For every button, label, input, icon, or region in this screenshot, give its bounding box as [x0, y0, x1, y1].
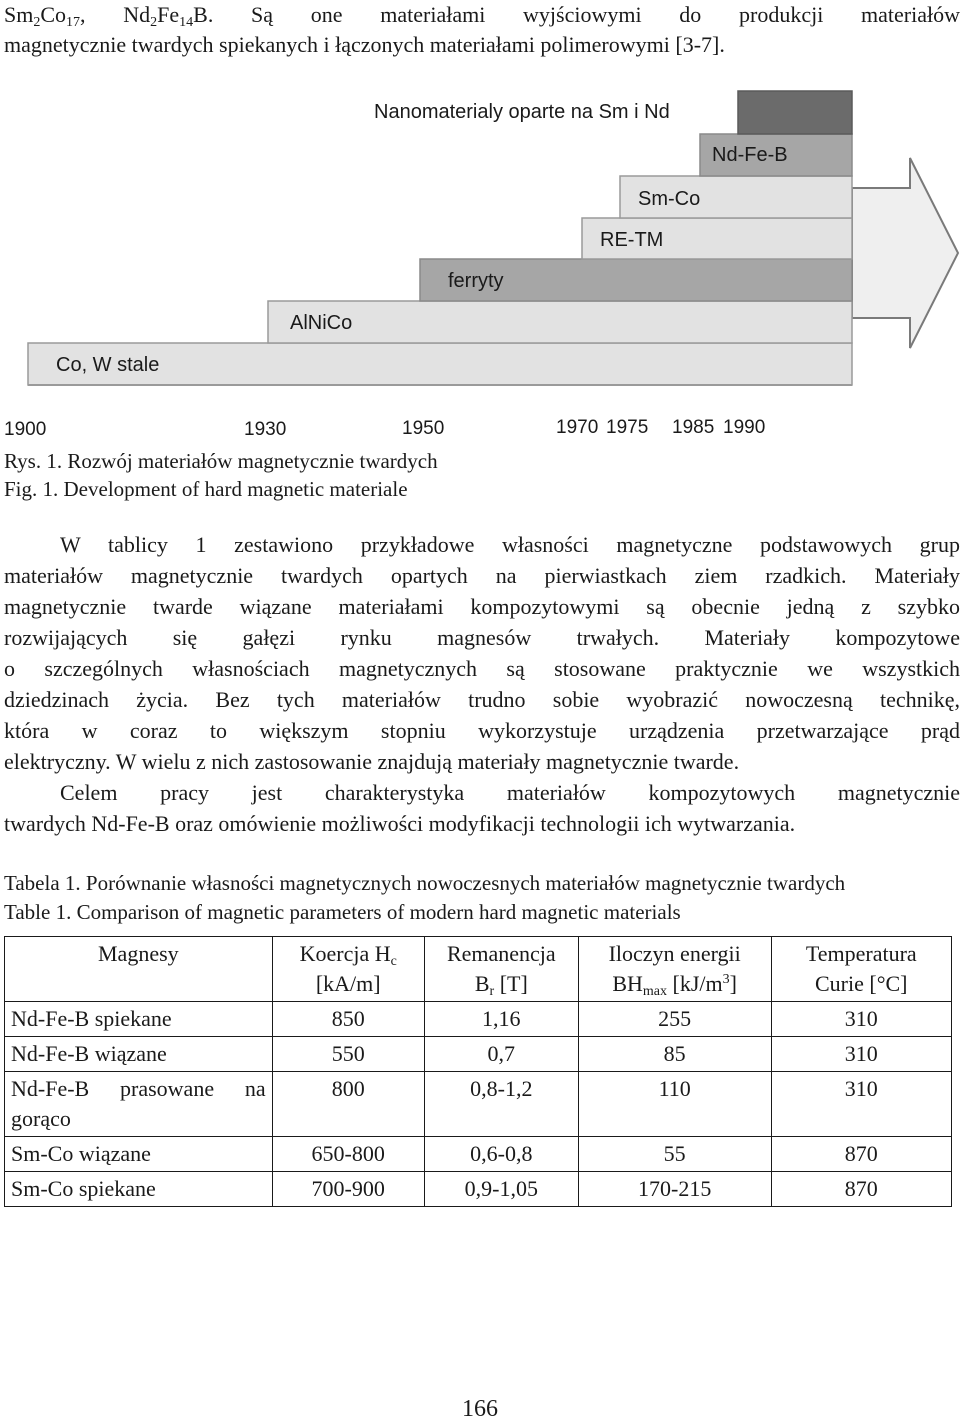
table-header-row [5, 937, 952, 1002]
cell-koercja: 550 [272, 1037, 424, 1072]
arrow-shape [852, 158, 958, 348]
step-label-5: Nd-Fe-B [712, 144, 788, 166]
cell-curie: 870 [771, 1137, 952, 1172]
cell-koercja: 800 [272, 1072, 424, 1137]
year-label-1930: 1930 [244, 419, 287, 440]
header-temperatura-curie: Temperatura Curie [°C] [771, 937, 952, 1002]
cell-name: Nd-Fe-B wiązane [5, 1037, 273, 1072]
cell-remanencja: 0,9-1,05 [424, 1172, 578, 1207]
intro-line-2: magnetycznie twardych spiekanych i łączonych materiałami polimerowymi [3-7]. [4, 32, 725, 57]
paragraph-1-line-3: magnetycznie twarde wiązane materiałami kompozytowymi są obecnie jedną z szybko [4, 594, 960, 619]
intro-line-1: $Sm_2Co_{17}$, $Nd_2Fe_{14}B$. Są one materiałami wyjściowymi do produkcji materiałów [4, 2, 960, 30]
step-label-1: AlNiCo [290, 312, 353, 334]
cell-koercja: 700-900 [272, 1172, 424, 1207]
cell-iloczyn: 110 [578, 1072, 771, 1137]
cell-koercja: 650-800 [272, 1137, 424, 1172]
step-label-0: Co, W stale [56, 354, 160, 376]
paragraph-1-line-8: elektryczny. W wielu z nich zastosowanie znajdują materiały magnetycznie twarde. [4, 749, 740, 774]
cell-curie: 310 [771, 1037, 952, 1072]
cell-name: Nd-Fe-B spiekane [5, 1002, 273, 1037]
cell-remanencja: 1,16 [424, 1002, 578, 1037]
header-remanencja: Remanencja $B_r$ [T] [424, 937, 578, 1002]
cell-remanencja: 0,6-0,8 [424, 1137, 578, 1172]
year-label-1970: 1970 [556, 417, 599, 438]
cell-iloczyn: 255 [578, 1002, 771, 1037]
development-figure [0, 88, 960, 443]
magnet-comparison-table [4, 936, 952, 1207]
step-label-3: RE-TM [600, 229, 664, 251]
cell-name: Sm-Co spiekane [5, 1172, 273, 1207]
figure-caption-en: Fig. 1. Development of hard magnetic materiale [4, 477, 408, 501]
step-bar-1 [268, 301, 852, 343]
paragraph-2-line-2: twardych Nd-Fe-B oraz omówienie możliwości modyfikacji technologii ich wytwarzania. [4, 811, 796, 836]
header-koercja: Koercja $H_c$ [kA/m] [272, 937, 424, 1002]
paragraph-1-line-7: która w coraz to większym stopniu wykorzystuje urządzenia przetwarzające prąd [4, 718, 960, 743]
year-label-1985: 1985 [672, 417, 715, 438]
table-caption-en: Table 1. Comparison of magnetic parameters of modern hard magnetic materials [4, 900, 681, 924]
cell-koercja: 850 [272, 1002, 424, 1037]
step-label-4: Sm-Co [638, 188, 701, 210]
header-magnesy: Magnesy [5, 937, 273, 1002]
paragraph-1-line-2: materiałów magnetycznie twardych opartych na pierwiastkach ziem rzadkich. Materiały [4, 563, 960, 588]
page-number: 166 [462, 1396, 498, 1422]
table-row [5, 1172, 952, 1207]
header-iloczyn-energii: Iloczyn energii $BH_{max}$ $[kJ/m^3]$ [578, 937, 771, 1002]
cell-iloczyn: 85 [578, 1037, 771, 1072]
cell-name: Nd-Fe-B prasowane na gorąco [5, 1072, 273, 1137]
cell-remanencja: 0,8-1,2 [424, 1072, 578, 1137]
figure-caption-pl: Rys. 1. Rozwój materiałów magnetycznie twardych [4, 449, 438, 473]
year-label-1975: 1975 [606, 417, 649, 438]
step-label-2: ferryty [448, 270, 504, 292]
year-label-1990: 1990 [723, 417, 766, 438]
step-bar-6 [738, 91, 852, 134]
table-caption-pl: Tabela 1. Porównanie własności magnetycznych nowoczesnych materiałów magnetycznie twardych [4, 871, 846, 895]
cell-curie: 310 [771, 1072, 952, 1137]
table-row [5, 1072, 952, 1137]
cell-iloczyn: 55 [578, 1137, 771, 1172]
cell-remanencja: 0,7 [424, 1037, 578, 1072]
paragraph-1-line-6: dziedzinach życia. Bez tych materiałów trudno sobie wyobrazić nowoczesną technikę, [4, 687, 960, 712]
year-label-1900: 1900 [4, 419, 47, 440]
paragraph-1-line-5: o szczególnych własnościach magnetycznych są stosowane praktycznie we wszystkich [4, 656, 960, 681]
cell-curie: 870 [771, 1172, 952, 1207]
table-row [5, 1037, 952, 1072]
year-label-1950: 1950 [402, 418, 445, 439]
paragraph-1-line-1: W tablicy 1 zestawiono przykładowe własności magnetyczne podstawowych grup [60, 532, 960, 557]
paragraph-2-line-1: Celem pracy jest charakterystyka materiałów kompozytowych magnetycznie [60, 780, 960, 805]
step-label-6: Nanomaterialy oparte na Sm i Nd [374, 101, 670, 123]
table-row [5, 1137, 952, 1172]
cell-iloczyn: 170-215 [578, 1172, 771, 1207]
cell-curie: 310 [771, 1002, 952, 1037]
table-row [5, 1002, 952, 1037]
cell-name: Sm-Co wiązane [5, 1137, 273, 1172]
paragraph-1-line-4: rozwijających się gałęzi rynku magnesów trwałych. Materiały kompozytowe [4, 625, 960, 650]
